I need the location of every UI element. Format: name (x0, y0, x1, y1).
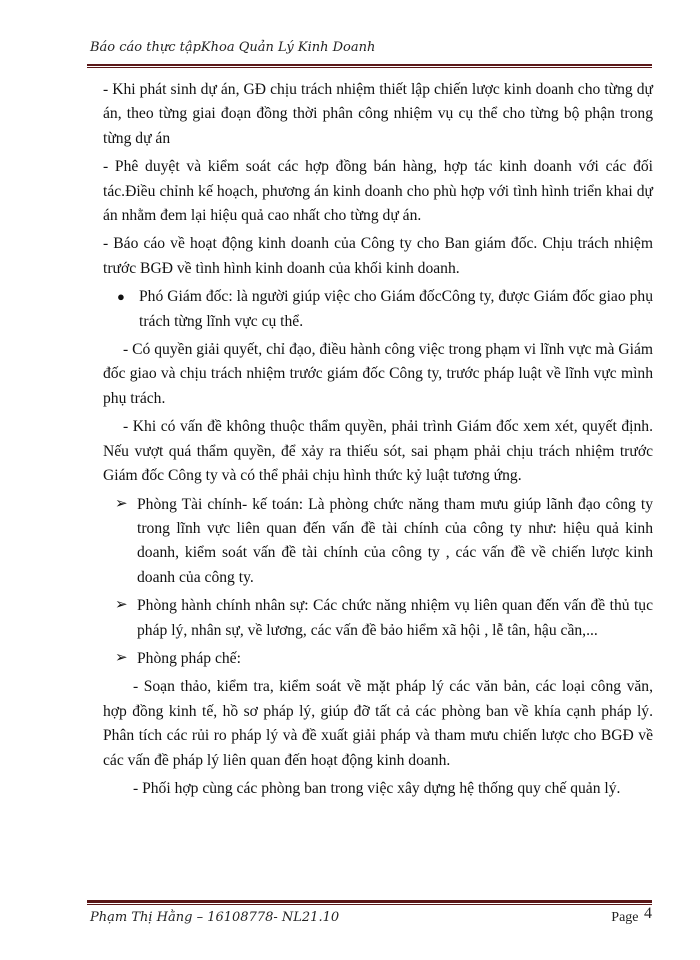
arrow-item-finance (103, 493, 653, 591)
bullet-deputy-director (103, 285, 653, 334)
arrow-item-legal-text: Phòng pháp chế: (137, 649, 241, 667)
arrow-item-hr (103, 594, 653, 643)
paragraph-director-duties-2: - Phê duyệt và kiểm soát các hợp đồng bán hàng, hợp tác kinh doanh với các đối tác.Điều chỉnh kế hoạch, phương án kinh doanh cho phù hợp với tình hình triển khai dự án nhằm đem lại hiệu quả cao nhất cho từng dự án. (103, 158, 653, 225)
footer-rule-thin (87, 904, 652, 905)
paragraph-deputy-escalation: - Khi có vấn đề không thuộc thẩm quyền, phải trình Giám đốc xem xét, quyết định. Nếu vượt quá thẩm quyền, để xảy ra thiếu sót, sai phạm phải chịu trách nhiệm trước Giám đốc Công ty và có thể phải chịu hình thức kỷ luật tương ứng. (103, 418, 653, 485)
footer-page-label: Page (611, 910, 639, 925)
arrow-bullet-icon: ➢ (115, 597, 128, 614)
paragraph-deputy-authority: - Có quyền giải quyết, chỉ đạo, điều hành công việc trong phạm vi lĩnh vực mà Giám đốc giao và chịu trách nhiệm trước giám đốc Công ty, trước pháp luật về lĩnh vực mình phụ trách. (103, 341, 653, 407)
paragraph-director-duties-1: - Khi phát sinh dự án, GĐ chịu trách nhiệm thiết lập chiến lược kinh doanh cho từng dự án, theo từng giai đoạn đồng thời phân công nhiệm vụ cụ thể cho từng bộ phận trong từng dự án (103, 81, 653, 147)
arrow-bullet-icon: ➢ (115, 649, 128, 666)
footer-page-number: 4 (644, 905, 652, 922)
paragraph-legal-duties-1: - Soạn thảo, kiểm tra, kiểm soát về mặt pháp lý các văn bản, các loại công văn, hợp đồng kinh tế, hồ sơ pháp lý, giúp đỡ tất cả các phòng ban về khía cạnh pháp lý. Phân tích các rủi ro pháp lý và đề xuất giải pháp và tham mưu chiến lược cho BGĐ về các vấn đề pháp lý liên quan đến hoạt động kinh doanh. (103, 678, 653, 769)
arrow-item-finance-text: Phòng Tài chính- kế toán: Là phòng chức năng tham mưu giúp lãnh đạo công ty trong lĩnh vực liên quan đến vấn đề tài chính của công ty như: hiệu quả kinh doanh, kiểm soát vấn đề tài chính của công ty , các vấn đề về chiến lược kinh doanh của công ty. (137, 495, 653, 586)
footer-page (611, 905, 652, 926)
paragraph-legal-duties-2: - Phối hợp cùng các phòng ban trong việc xây dựng hệ thống quy chế quản lý. (133, 779, 621, 797)
bullet-deputy-director-text: Phó Giám đốc: là người giúp việc cho Giám đốcCông ty, được Giám đốc giao phụ trách từng lĩnh vực cụ thể. (139, 288, 653, 330)
header-rule-thick (87, 64, 652, 66)
header-title: Báo cáo thực tậpKhoa Quản Lý Kinh Doanh (90, 40, 376, 55)
document-body (103, 78, 653, 805)
header-rule-thin (87, 67, 652, 68)
arrow-item-hr-text: Phòng hành chính nhân sự: Các chức năng nhiệm vụ liên quan đến vấn đề thủ tục pháp lý, nhân sự, về lương, các vấn đề bảo hiểm xã hội , lễ tân, hậu cần,... (137, 597, 653, 639)
paragraph-director-duties-3: - Báo cáo về hoạt động kinh doanh của Công ty cho Ban giám đốc. Chịu trách nhiệm trước BGĐ về tình hình kinh doanh của khối kinh doanh. (103, 235, 653, 277)
arrow-bullet-icon: ➢ (115, 495, 128, 512)
footer-rule-thick (87, 900, 652, 903)
footer-author: Phạm Thị Hằng – 16108778- NL21.10 (90, 910, 340, 925)
bullet-dot-icon: ● (117, 289, 125, 305)
arrow-item-legal (103, 647, 653, 671)
